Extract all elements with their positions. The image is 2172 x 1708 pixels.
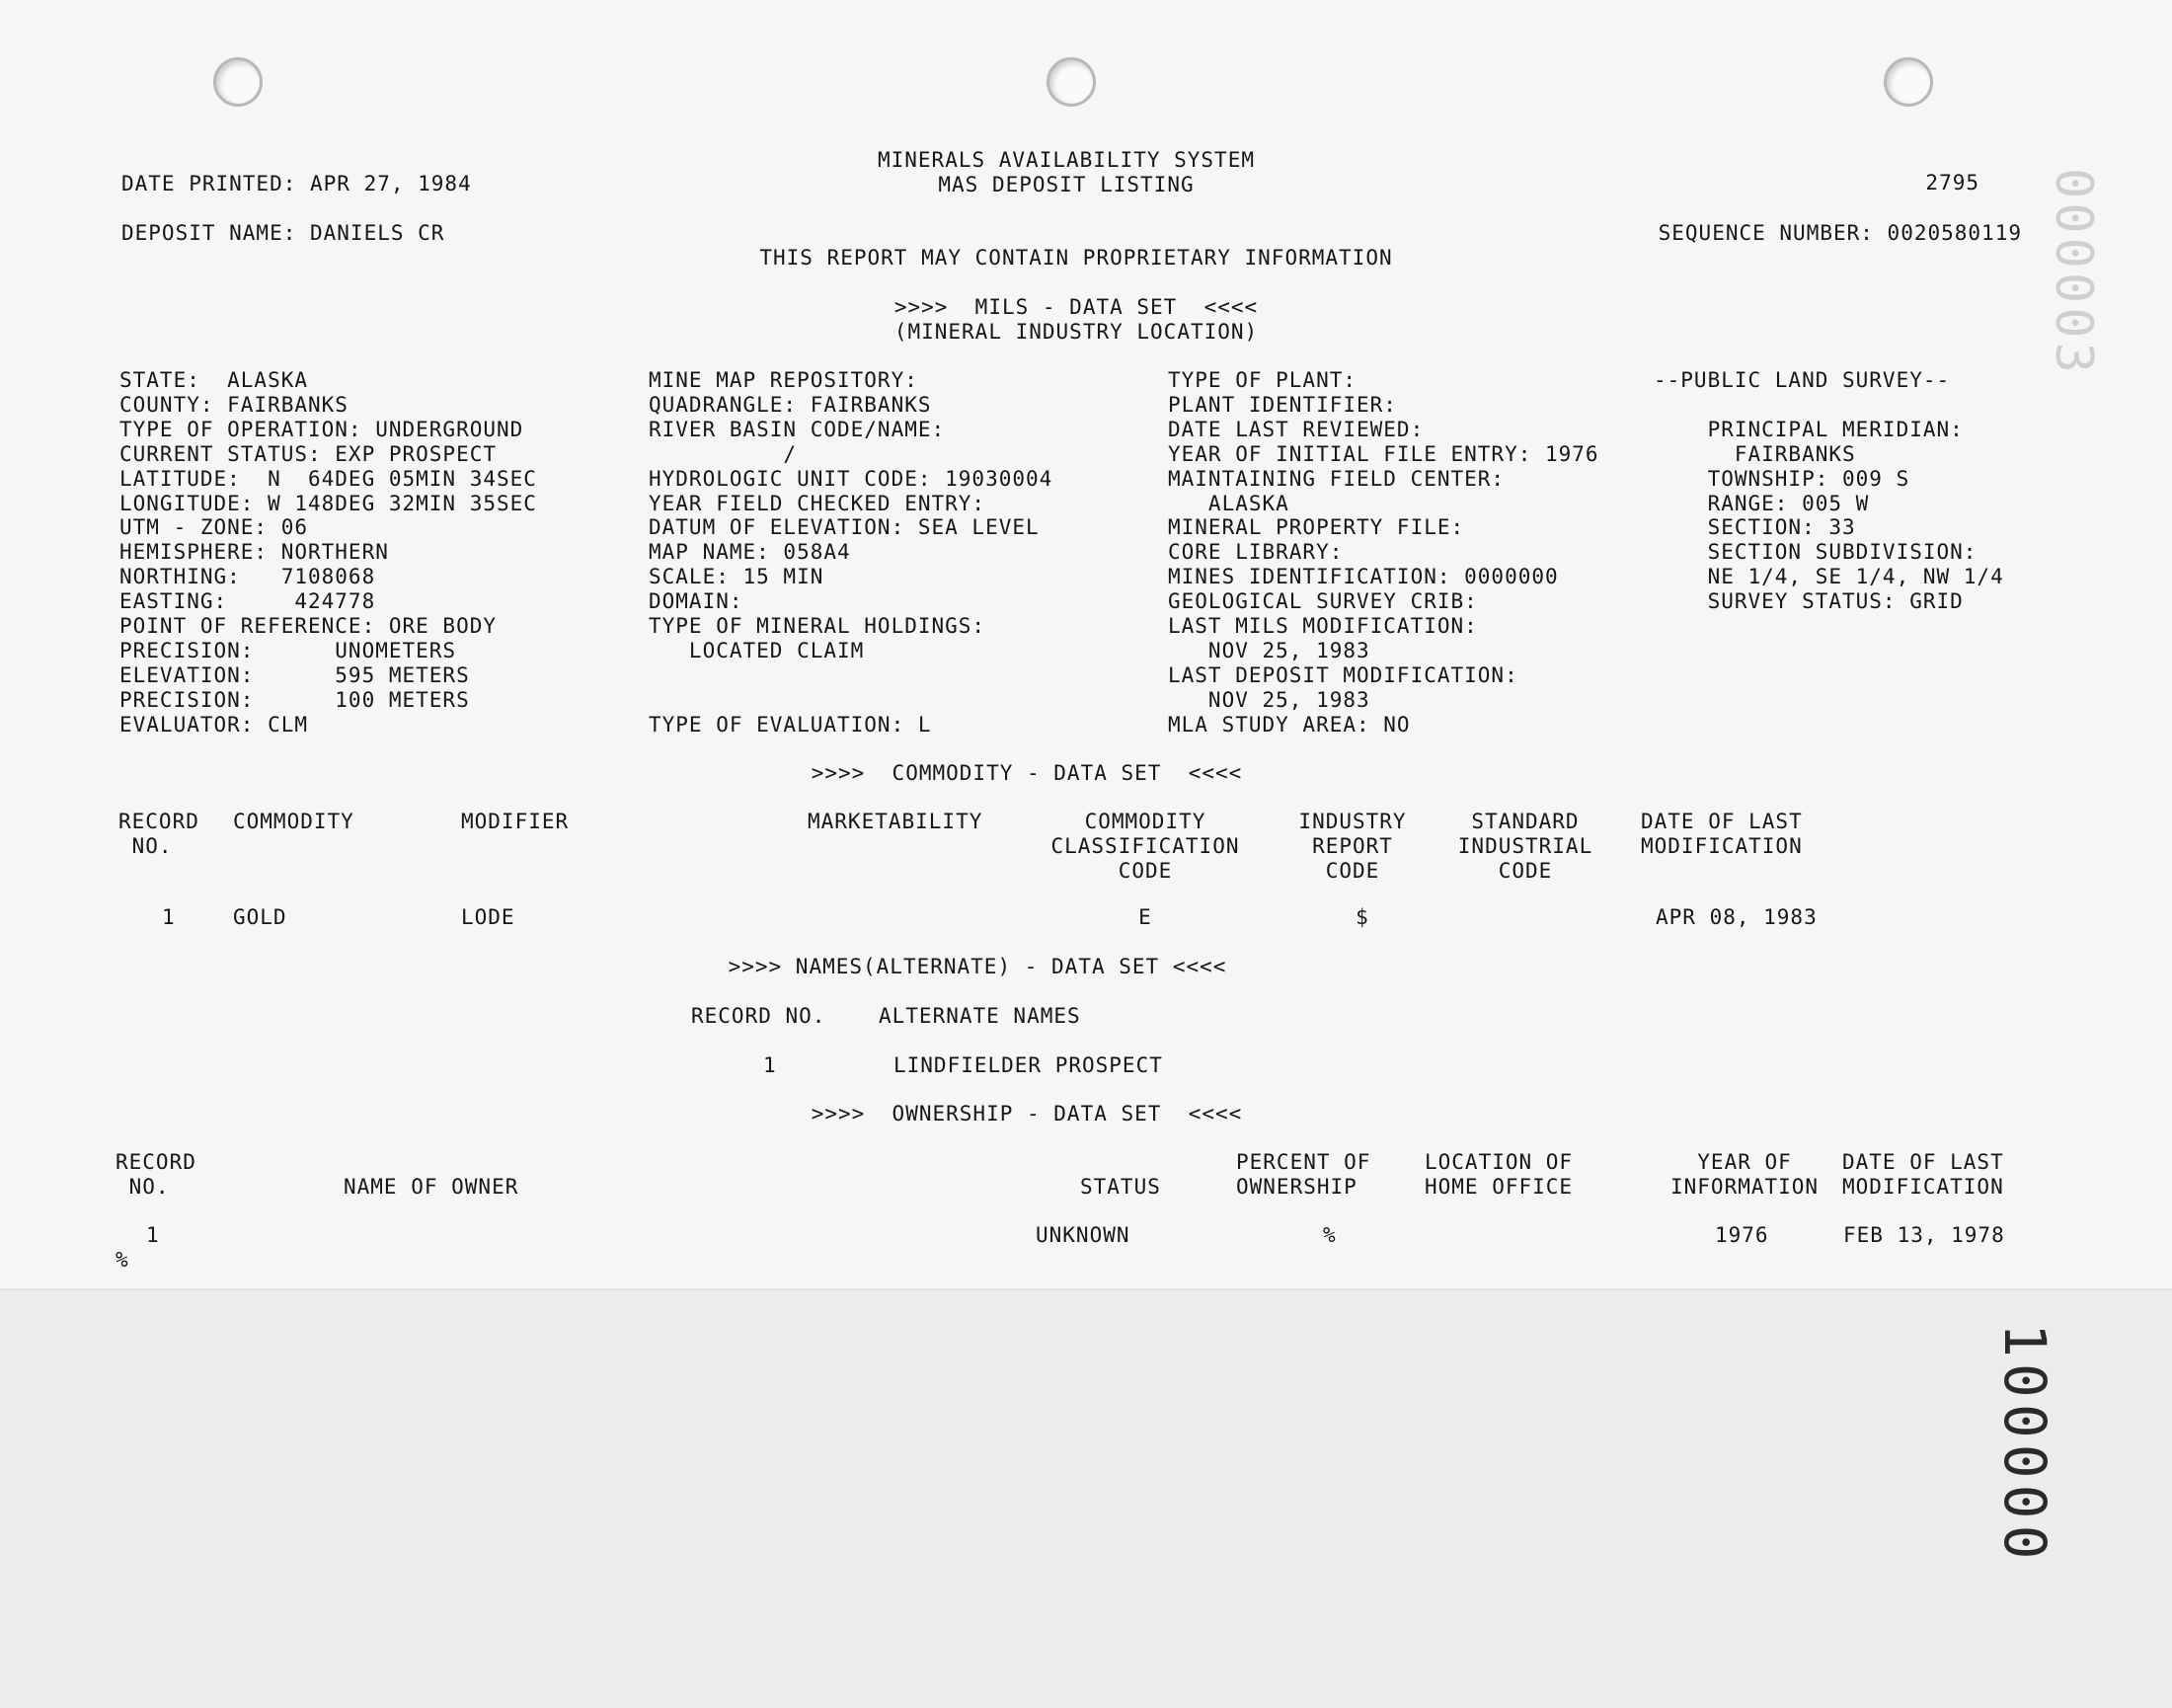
ownership-trailing-mark: % xyxy=(116,1248,129,1272)
commodity-header-industry: INDUSTRY REPORT CODE xyxy=(1298,810,1407,883)
ownership-row-status: UNKNOWN xyxy=(1036,1223,1130,1247)
names-row-record: 1 xyxy=(763,1053,777,1077)
mils-col4-line: SECTION SUBDIVISION: xyxy=(1654,540,1978,565)
mils-col2-line: RIVER BASIN CODE/NAME: xyxy=(649,417,946,441)
mils-col4-line: --PUBLIC LAND SURVEY-- xyxy=(1654,368,1951,392)
mils-col1-line: COUNTY: FAIRBANKS xyxy=(119,392,349,417)
mils-col2-line: YEAR FIELD CHECKED ENTRY: xyxy=(649,491,986,515)
mils-col2-line: MAP NAME: 058A4 xyxy=(649,540,851,565)
mils-col3-line: NOV 25, 1983 xyxy=(1168,687,1370,712)
mils-col3-line: LAST MILS MODIFICATION: xyxy=(1168,614,1478,638)
mils-col2-line: QUADRANGLE: FAIRBANKS xyxy=(649,392,932,417)
punch-hole-center xyxy=(1047,57,1096,107)
mils-col3-line: MAINTAINING FIELD CENTER: xyxy=(1168,466,1506,491)
mils-col1-line: ELEVATION: 595 METERS xyxy=(119,662,470,687)
ownership-header-record: RECORD NO. xyxy=(116,1150,196,1199)
mils-col4-line: SECTION: 33 xyxy=(1654,515,1856,540)
names-row-name: LINDFIELDER PROSPECT xyxy=(893,1053,1163,1077)
ownership-header-owner: NAME OF OWNER xyxy=(344,1175,519,1199)
faint-page-stamp: 000003 xyxy=(2044,168,2103,377)
mils-col1-line: NORTHING: 7108068 xyxy=(119,565,376,589)
mils-col2-line: DOMAIN: xyxy=(649,589,743,614)
mils-col3-line: TYPE OF PLANT: xyxy=(1168,368,1358,392)
mils-col1-line: HEMISPHERE: NORTHERN xyxy=(119,540,389,565)
commodity-row-date: APR 08, 1983 xyxy=(1656,905,1818,929)
deposit-name: DEPOSIT NAME: DANIELS CR xyxy=(121,221,445,245)
ownership-row-year: 1976 xyxy=(1715,1223,1769,1247)
mils-col4-line: TOWNSHIP: 009 S xyxy=(1654,466,1910,491)
mils-col3-line: MINES IDENTIFICATION: 0000000 xyxy=(1168,565,1559,589)
proprietary-notice: THIS REPORT MAY CONTAIN PROPRIETARY INFORMATION xyxy=(759,246,1393,270)
mils-col2-line: TYPE OF EVALUATION: L xyxy=(649,712,932,737)
names-header-names: ALTERNATE NAMES xyxy=(879,1004,1081,1028)
ownership-header-date: DATE OF LAST MODIFICATION xyxy=(1842,1150,2004,1199)
mils-col2-line: HYDROLOGIC UNIT CODE: 19030004 xyxy=(649,466,1053,491)
ownership-row-percent: % xyxy=(1323,1223,1337,1247)
mils-col2-line: / xyxy=(649,441,798,466)
punch-hole-left xyxy=(213,57,263,107)
mils-col3-line: MLA STUDY AREA: NO xyxy=(1168,712,1411,737)
mils-col1-line: POINT OF REFERENCE: ORE BODY xyxy=(119,614,498,638)
ownership-row-record: 1 xyxy=(146,1223,160,1247)
mils-col4-line: PRINCIPAL MERIDIAN: xyxy=(1654,417,1964,441)
commodity-header-commodity: COMMODITY xyxy=(233,810,354,833)
mils-col2-line: TYPE OF MINERAL HOLDINGS: xyxy=(649,614,986,638)
mils-col3-line: NOV 25, 1983 xyxy=(1168,638,1370,662)
page-number: 2795 xyxy=(1925,171,1979,194)
commodity-row-record: 1 xyxy=(162,905,176,929)
names-heading: >>>> NAMES(ALTERNATE) - DATA SET <<<< xyxy=(728,955,1227,978)
mils-col3-line: LAST DEPOSIT MODIFICATION: xyxy=(1168,662,1518,687)
mils-col2-line: SCALE: 15 MIN xyxy=(649,565,824,589)
mils-col4-line: SURVEY STATUS: GRID xyxy=(1654,589,1964,614)
mils-col2-line: MINE MAP REPOSITORY: xyxy=(649,368,918,392)
names-header-record: RECORD NO. xyxy=(691,1004,826,1028)
mils-col1-line: PRECISION: 100 METERS xyxy=(119,687,470,712)
mils-col3-line: ALASKA xyxy=(1168,491,1289,515)
ownership-header-location: LOCATION OF HOME OFFICE xyxy=(1425,1150,1574,1199)
mils-col2-line: LOCATED CLAIM xyxy=(649,638,865,662)
mils-col3-line: GEOLOGICAL SURVEY CRIB: xyxy=(1168,589,1478,614)
commodity-row-classification: E xyxy=(1138,905,1152,929)
commodity-row-modifier: LODE xyxy=(461,905,515,929)
ownership-row-date: FEB 13, 1978 xyxy=(1843,1223,2005,1247)
mils-col1-line: EVALUATOR: CLM xyxy=(119,712,309,737)
punch-hole-right xyxy=(1884,57,1933,107)
mils-col3-line: PLANT IDENTIFIER: xyxy=(1168,392,1397,417)
mils-col1-line: CURRENT STATUS: EXP PROSPECT xyxy=(119,441,498,466)
mils-col2-line: DATUM OF ELEVATION: SEA LEVEL xyxy=(649,515,1040,540)
mils-col1-line: TYPE OF OPERATION: UNDERGROUND xyxy=(119,417,524,441)
commodity-row-commodity: GOLD xyxy=(233,905,287,929)
mils-col4-line: RANGE: 005 W xyxy=(1654,491,1870,515)
page-stamp: 100000 xyxy=(1991,1323,2058,1566)
commodity-row-industry: $ xyxy=(1356,905,1369,929)
ownership-header-year: YEAR OF INFORMATION xyxy=(1670,1150,1820,1199)
ownership-header-percent: PERCENT OF OWNERSHIP xyxy=(1236,1150,1371,1199)
mils-col1-line: EASTING: 424778 xyxy=(119,589,376,614)
mils-col3-line: YEAR OF INITIAL FILE ENTRY: 1976 xyxy=(1168,441,1599,466)
commodity-heading: >>>> COMMODITY - DATA SET <<<< xyxy=(811,761,1243,785)
scan-background xyxy=(0,1288,2172,1708)
mils-col1-line: LATITUDE: N 64DEG 05MIN 34SEC xyxy=(119,466,537,491)
ownership-header-status: STATUS xyxy=(1080,1175,1161,1199)
commodity-header-modifier: MODIFIER xyxy=(461,810,570,833)
date-printed: DATE PRINTED: APR 27, 1984 xyxy=(121,172,472,195)
commodity-header-standard: STANDARD INDUSTRIAL CODE xyxy=(1457,810,1593,883)
report-title: MINERALS AVAILABILITY SYSTEM xyxy=(877,148,1255,172)
mils-col4-line: FAIRBANKS xyxy=(1654,441,1856,466)
ownership-heading: >>>> OWNERSHIP - DATA SET <<<< xyxy=(811,1102,1243,1126)
mils-col3-line: CORE LIBRARY: xyxy=(1168,540,1344,565)
sequence-number: SEQUENCE NUMBER: 0020580119 xyxy=(1658,221,2022,245)
mils-col4-line: NE 1/4, SE 1/4, NW 1/4 xyxy=(1654,565,2004,589)
commodity-header-date: DATE OF LAST MODIFICATION xyxy=(1641,810,1803,858)
mils-col1-line: LONGITUDE: W 148DEG 32MIN 35SEC xyxy=(119,491,537,515)
commodity-header-record: RECORD NO. xyxy=(118,810,199,858)
mils-col1-line: STATE: ALASKA xyxy=(119,368,309,392)
mils-col1-line: PRECISION: UNOMETERS xyxy=(119,638,457,662)
report-subtitle: MAS DEPOSIT LISTING xyxy=(938,173,1195,196)
mils-heading: >>>> MILS - DATA SET <<<< xyxy=(893,295,1259,319)
commodity-header-marketability: MARKETABILITY xyxy=(808,810,983,833)
mils-subheading: (MINERAL INDUSTRY LOCATION) xyxy=(893,320,1259,344)
mils-col3-line: DATE LAST REVIEWED: xyxy=(1168,417,1425,441)
commodity-header-classification: COMMODITY CLASSIFICATION CODE xyxy=(1050,810,1240,883)
mils-col3-line: MINERAL PROPERTY FILE: xyxy=(1168,515,1465,540)
mils-col1-line: UTM - ZONE: 06 xyxy=(119,515,309,540)
